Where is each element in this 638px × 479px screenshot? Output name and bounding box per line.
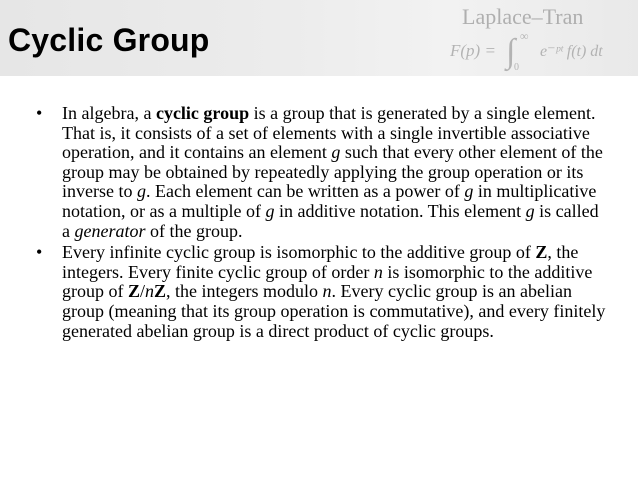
laplace-transform-watermark-icon [440,0,638,76]
text-segment: , the integers modulo [166,281,323,302]
italic-text-segment: g [464,181,474,202]
text-segment: / [140,281,146,302]
watermark-formula-body: e⁻ᵖᵗ f(t) dt [540,43,603,60]
bold-text-segment: Z [535,242,548,263]
title-banner [0,0,638,76]
italic-text-segment: g [136,181,146,202]
watermark-integral-upper: ∞ [520,29,529,43]
italic-text-segment: generator [74,220,146,241]
italic-text-segment: n [373,261,383,282]
text-segment: . Each element can be written as a power of [145,181,465,202]
text-segment: is isomorphic to the additive group of [62,261,593,302]
text-segment: . Every cyclic group is an abelian group (meaning that its group operation is commutative), and every finitely generated abelian group is a direct product of cyclic groups. [62,281,606,341]
watermark-integral-sign: ∫ [506,33,516,70]
italic-text-segment: n [145,281,155,302]
watermark-integral-lower: 0 [514,62,519,73]
slide-title: Cyclic Group [8,22,210,58]
italic-text-segment: g [265,200,275,221]
text-segment: Every infinite cyclic group is isomorphic to the additive group of [62,242,536,263]
text-segment: in multiplicative notation, or as a multiple of [62,181,597,221]
text-segment: in additive notation. This element [274,200,526,221]
italic-text-segment: n [322,281,332,302]
text-segment: In algebra, a [62,103,156,123]
bullet-text [62,104,606,241]
bullet-marker: • [36,242,43,263]
text-segment: of the group. [145,220,243,241]
watermark-formula-lhs: F(p) = [450,41,496,60]
text-segment: is a group that is generated by a single element. That is, it consists of a set of elements with a single invertible associative operation, and it contains an element [62,103,596,163]
bold-text-segment: cyclic group [155,103,250,123]
bold-text-segment: Z [128,281,141,302]
italic-text-segment: g [331,142,341,163]
bullet-item [36,243,606,341]
bullet-marker: • [36,103,43,123]
italic-text-segment: g [525,200,535,221]
text-segment: , the integers. Every finite cyclic group of order [62,242,579,282]
text-segment: is called a [62,200,599,241]
text-segment: such that every other element of the group may be obtained by repeatedly applying the group operation or its inverse to [62,142,603,202]
bullet-list [36,104,606,343]
bold-text-segment: Z [154,281,167,302]
watermark-heading: Laplace–Tran [462,4,584,29]
bullet-text [62,243,606,341]
bullet-item [36,104,606,241]
